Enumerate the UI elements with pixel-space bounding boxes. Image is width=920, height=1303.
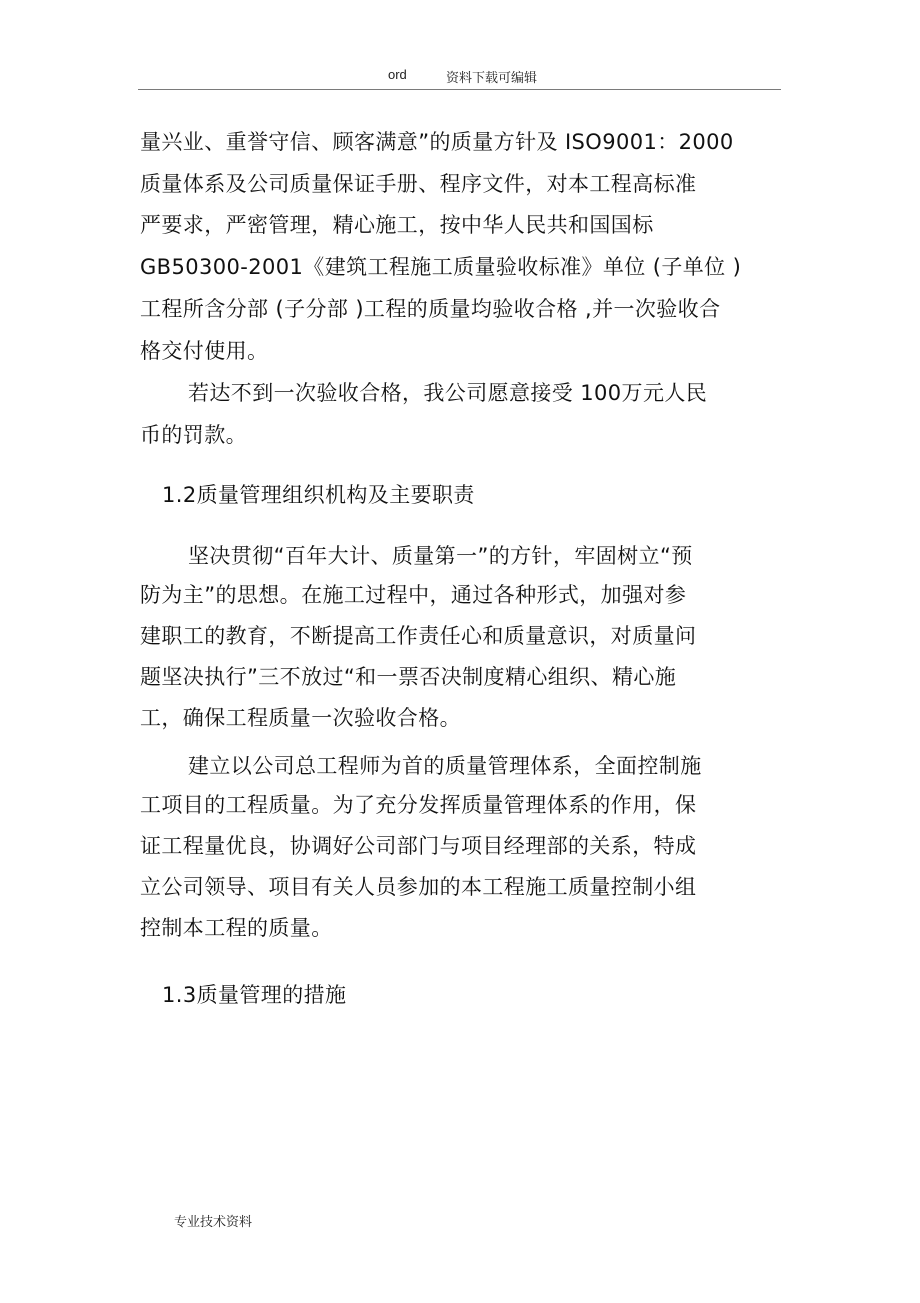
text-line: 工项目的工程质量。为了充分发挥质量管理体系的作用，保 — [140, 793, 697, 817]
text-line: 若达不到一次验收合格，我公司愿意接受 100万元人民 — [188, 381, 708, 405]
text-line: 币的罚款。 — [140, 423, 247, 447]
text-line: GB50300-2001《建筑工程施工质量验收标准》单位 (子单位 ) — [140, 255, 742, 279]
text-line: 建职工的教育，不断提高工作责任心和质量意识，对质量问 — [140, 624, 697, 648]
header-left-text: ord — [388, 67, 407, 82]
footer-text: 专业技术资料 — [174, 1215, 253, 1230]
text-line: 坚决贯彻“百年大计、质量第一”的方针，牢固树立“预 — [188, 544, 693, 568]
text-line: 严要求，严密管理，精心施工，按中华人民共和国国标 — [140, 213, 654, 237]
text-line: 防为主”的思想。在施工过程中，通过各种形式，加强对参 — [140, 583, 687, 607]
text-line: 格交付使用。 — [140, 339, 269, 363]
text-line: 工程所含分部 (子分部 )工程的质量均验收合格 ,并一次验收合 — [140, 297, 721, 321]
section-heading-1-2: 1.2质量管理组织机构及主要职责 — [162, 483, 475, 507]
section-heading-1-3: 1.3质量管理的措施 — [162, 983, 347, 1007]
text-line: 立公司领导、项目有关人员参加的本工程施工质量控制小组 — [140, 875, 697, 899]
header-right-text: 资料下载可编辑 — [446, 71, 538, 86]
text-line: 量兴业、重誉守信、顾客满意”的质量方针及 ISO9001：2000 — [140, 130, 734, 154]
text-line: 控制本工程的质量。 — [140, 916, 333, 940]
text-line: 建立以公司总工程师为首的质量管理体系，全面控制施 — [188, 754, 702, 778]
text-line: 质量体系及公司质量保证手册、程序文件，对本工程高标准 — [140, 172, 697, 196]
text-line: 题坚决执行”三不放过“和一票否决制度精心组织、精心施 — [140, 665, 677, 689]
text-line: 证工程量优良，协调好公司部门与项目经理部的关系，特成 — [140, 834, 697, 858]
header-divider — [138, 89, 781, 90]
text-line: 工，确保工程质量一次验收合格。 — [140, 706, 461, 730]
